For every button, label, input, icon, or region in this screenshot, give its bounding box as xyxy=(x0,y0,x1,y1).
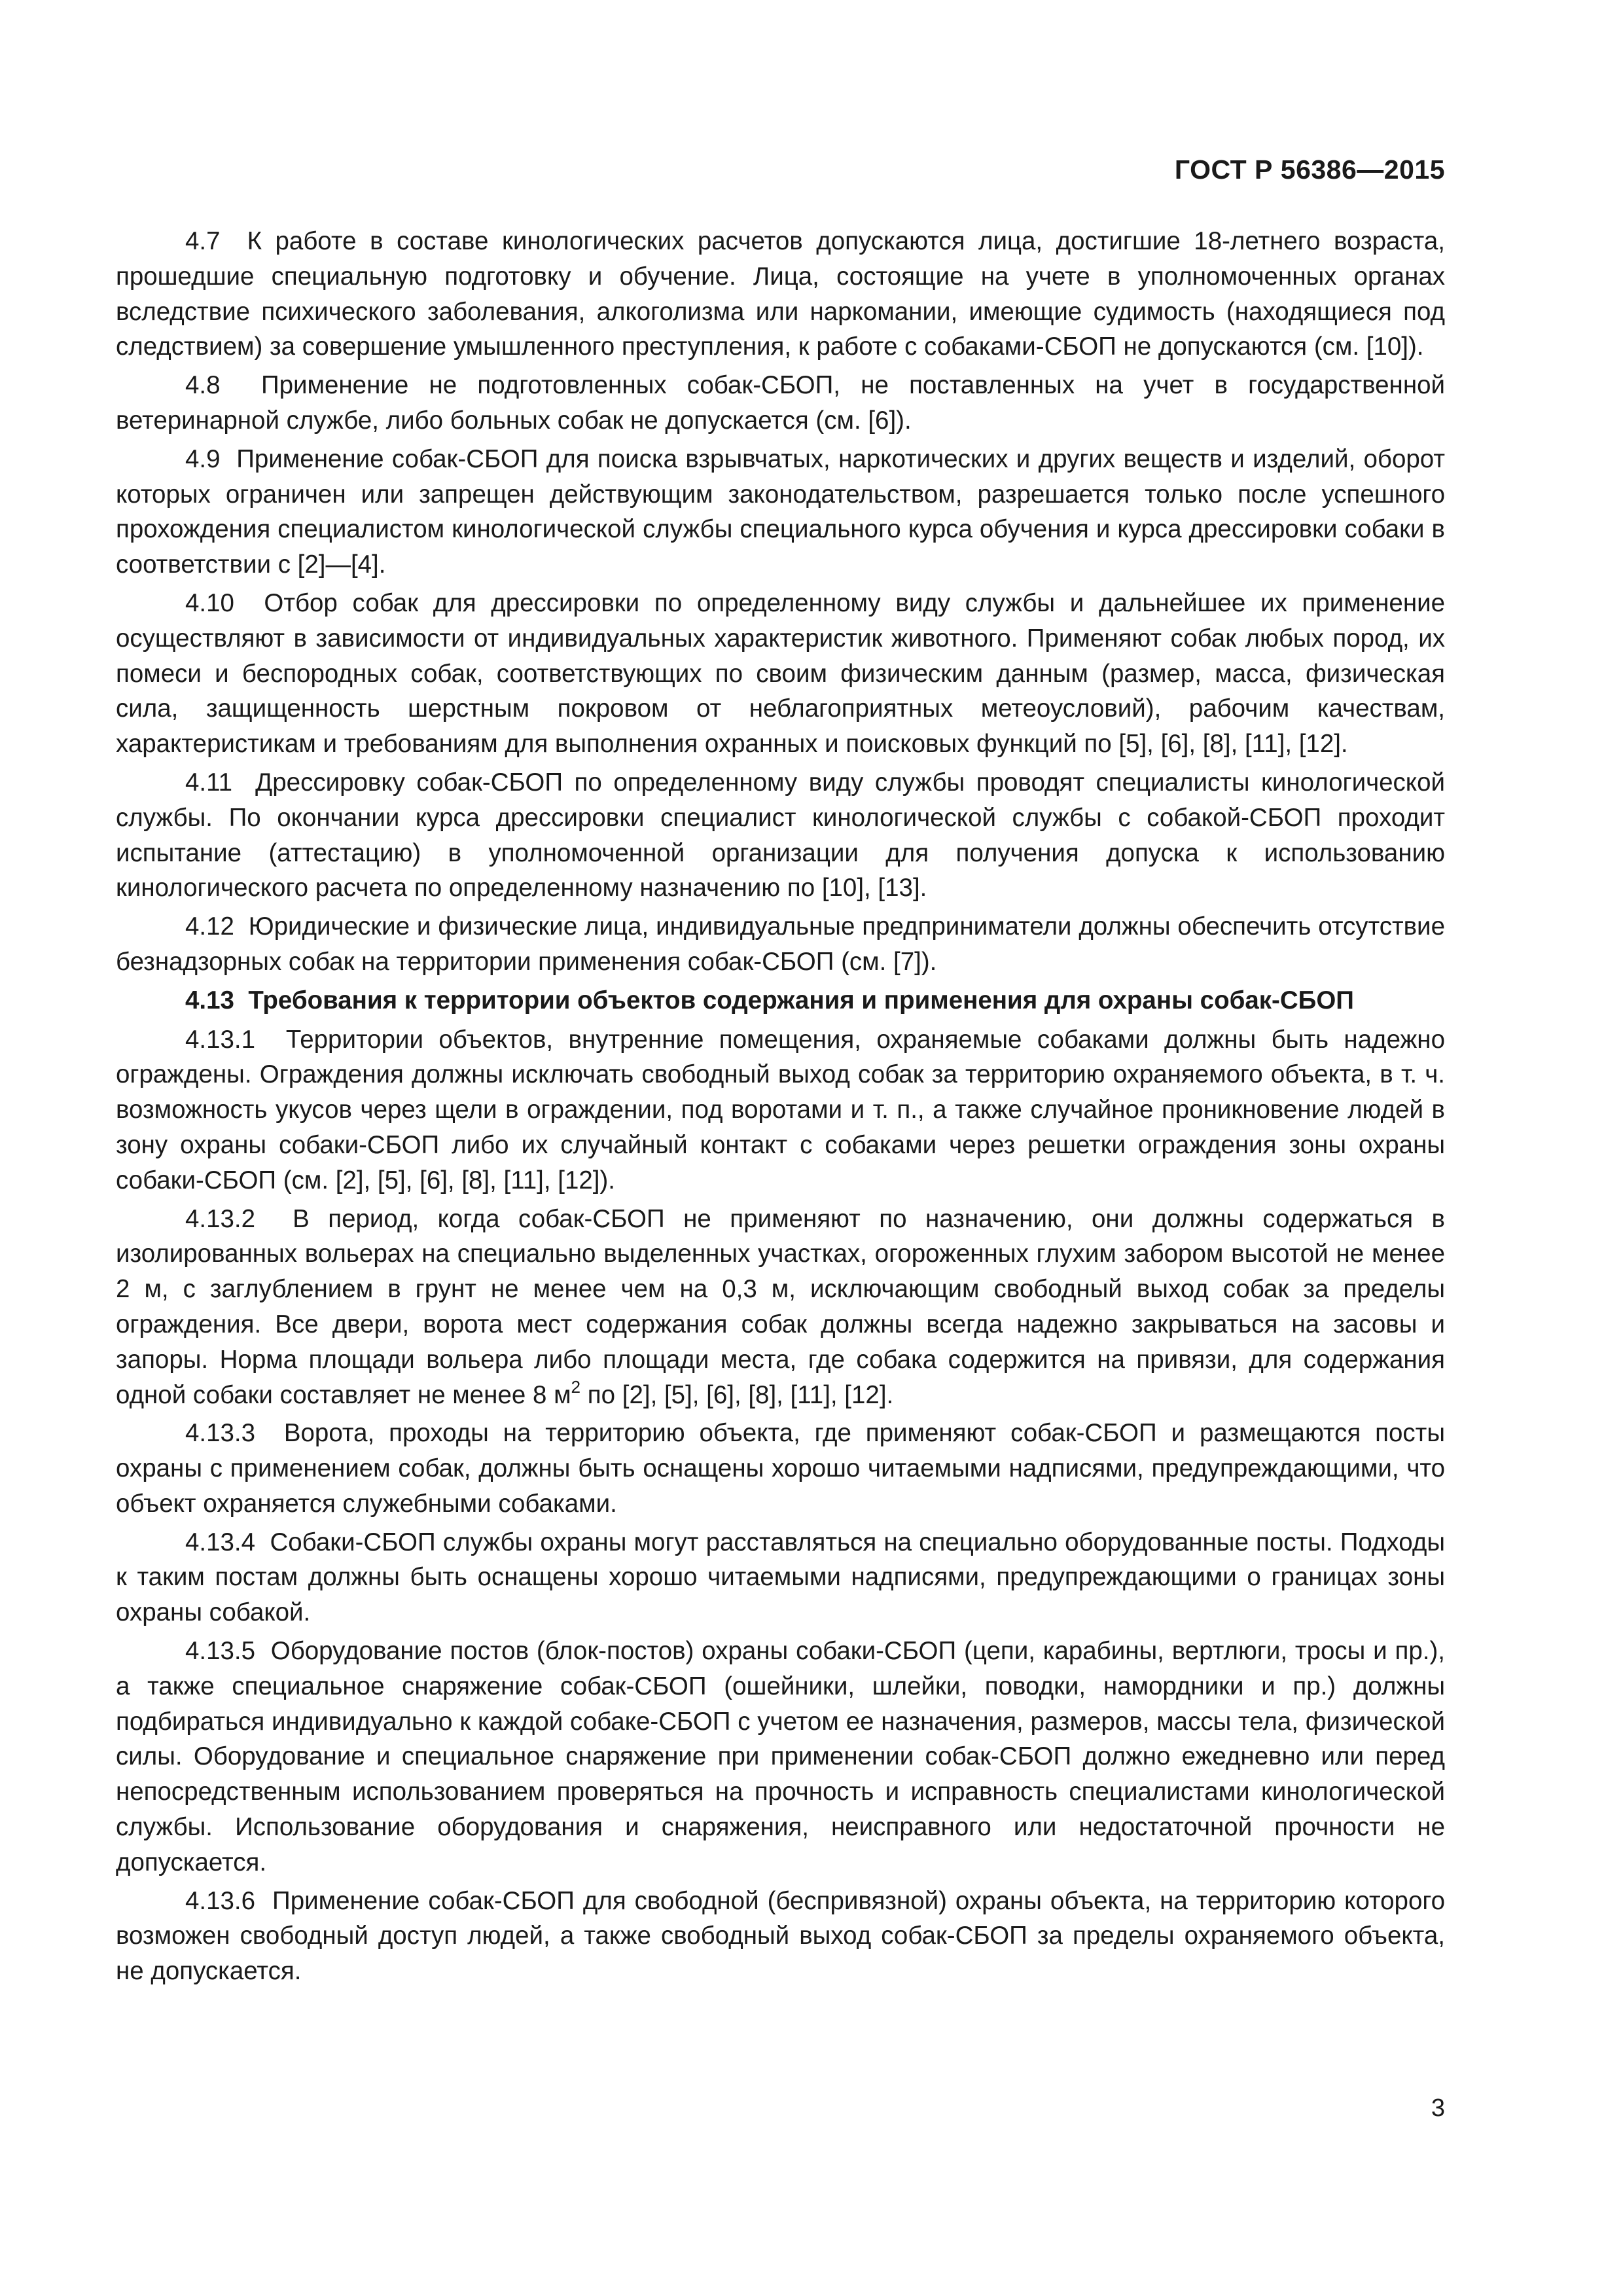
section-number: 4.13 xyxy=(185,986,234,1014)
clause-number: 4.10 xyxy=(185,588,234,617)
clause-number: 4.12 xyxy=(185,912,234,941)
paragraph-4-12 xyxy=(116,909,1445,980)
paragraph-text-continued: по [2], [5], [6], [8], [11], [12]. xyxy=(580,1380,894,1409)
paragraph-4-8 xyxy=(116,368,1445,439)
paragraph-4-13-2 xyxy=(116,1202,1445,1413)
document-body xyxy=(116,224,1445,1992)
paragraph-4-7 xyxy=(116,224,1445,365)
paragraph-text: Дрессировку собак-СБОП по определенному виду службы проводят специалисты кинологической службы. По окончании курса дрессировки специалист кинологической службы с собакой-СБОП проходит испытание (аттестацию) в уполномоченной организации для получения допуска к использованию кинологического расчета по определенному назначению по [10], [13]. xyxy=(116,768,1445,903)
clause-number: 4.13.4 xyxy=(185,1528,256,1556)
clause-number: 4.13.5 xyxy=(185,1637,256,1666)
paragraph-4-13-1 xyxy=(116,1022,1445,1198)
section-title: Требования к территории объектов содержания и применения для охраны собак-СБОП xyxy=(248,986,1354,1014)
paragraph-4-9 xyxy=(116,442,1445,583)
paragraph-4-13-6 xyxy=(116,1884,1445,1989)
paragraph-text: Оборудование постов (блок-постов) охраны собаки-СБОП (цепи, карабины, вертлюги, тросы и пр.), а также специальное снаряжение собак-СБОП (ошейники, шлейки, поводки, намордники и пр.) должны подбираться индивидуально к каждой собаке-СБОП с учетом ее назначения, размеров, массы тела, физической силы. Оборудование и специальное снаряжение при применении собак-СБОП должно ежедневно или перед непосредственным использованием проверяться на прочность и исправность специалистами кинологической службы. Использование оборудования и снаряжения, неисправного или недостаточной прочности не допускается. xyxy=(116,1637,1445,1876)
clause-number: 4.9 xyxy=(185,444,221,473)
clause-number: 4.13.6 xyxy=(185,1886,256,1915)
clause-number: 4.13.2 xyxy=(185,1204,256,1233)
clause-number: 4.7 xyxy=(185,227,221,255)
paragraph-text: К работе в составе кинологических расчетов допускаются лица, достигшие 18-летнего возраста, прошедшие специальную подготовку и обучение. Лица, состоящие на учете в уполномоченных органах вследствие психического заболевания, алкоголизма или наркомании, имеющие судимость (находящиеся под следствием) за совершение умышленного преступления, к работе с собаками-СБОП не допускаются (см. [10]). xyxy=(116,227,1445,361)
standard-id-header: ГОСТ Р 56386—2015 xyxy=(1174,154,1445,185)
paragraph-text: Территории объектов, внутренние помещения, охраняемые собаками должны быть надежно ограждены. Ограждения должны исключать свободный выход собак за территорию охраняемого объекта, в т. ч. возможность укусов через щели в ограждении, под воротами и т. п., а также случайное проникновение людей в зону охраны собаки-СБОП либо их случайный контакт с собаками через решетки ограждения зоны охраны собаки-СБОП (см. [2], [5], [6], [8], [11], [12]). xyxy=(116,1025,1445,1194)
paragraph-4-13-4 xyxy=(116,1525,1445,1630)
paragraph-4-13-5 xyxy=(116,1634,1445,1880)
clause-number: 4.13.1 xyxy=(185,1025,256,1054)
paragraph-text: Ворота, проходы на территорию объекта, где применяют собак-СБОП и размещаются посты охраны с применением собак, должны быть оснащены хорошо читаемыми надписями, предупреждающими, что объект охраняется служебными собаками. xyxy=(116,1419,1445,1518)
paragraph-4-10 xyxy=(116,586,1445,762)
paragraph-text: Собаки-СБОП службы охраны могут расставляться на специально оборудованные посты. Подходы к таким постам должны быть оснащены хорошо читаемыми надписями, предупреждающими о границах зоны охраны собакой. xyxy=(116,1528,1445,1627)
section-heading-4-13 xyxy=(116,983,1445,1018)
clause-number: 4.13.3 xyxy=(185,1419,256,1448)
clause-number: 4.8 xyxy=(185,371,221,400)
page-number: 3 xyxy=(1431,2094,1445,2122)
paragraph-text: Применение собак-СБОП для свободной (беспривязной) охраны объекта, на территорию которого возможен свободный доступ людей, а также свободный выход собак-СБОП за пределы охраняемого объекта, не допускается. xyxy=(116,1886,1445,1986)
superscript-exponent: 2 xyxy=(571,1376,581,1397)
paragraph-text: В период, когда собак-СБОП не применяют по назначению, они должны содержаться в изолированных вольерах на специально выделенных участках, огороженных глухим забором высотой не менее 2 м, с заглублением в грунт не менее чем на 0,3 м, исключающим свободный выход собак за пределы ограждения. Все двери, ворота мест содержания собак должны всегда надежно закрываться на засовы и запоры. Норма площади вольера либо площади места, где собака содержится на привязи, для содержания одной собаки составляет не менее 8 м xyxy=(116,1204,1445,1409)
paragraph-4-11 xyxy=(116,765,1445,906)
paragraph-text: Применение собак-СБОП для поиска взрывчатых, наркотических и других веществ и изделий, оборот которых ограничен или запрещен действующим законодательством, разрешается только после успешного прохождения специалистом кинологической службы специального курса обучения и курса дрессировки собаки в соответствии с [2]—[4]. xyxy=(116,444,1445,579)
paragraph-text: Отбор собак для дрессировки по определенному виду службы и дальнейшее их применение осуществляют в зависимости от индивидуальных характеристик животного. Применяют собак любых пород, их помеси и беспородных собак, соответствующих по своим физическим данным (размер, масса, физическая сила, защищенность шерстным покровом от неблагоприятных метеоусловий), рабочим качествам, характеристикам и требованиям для выполнения охранных и поисковых функций по [5], [6], [8], [11], [12]. xyxy=(116,588,1445,759)
clause-number: 4.11 xyxy=(185,768,233,797)
paragraph-text: Применение не подготовленных собак-СБОП, не поставленных на учет в государственной ветеринарной службе, либо больных собак не допускается (см. [6]). xyxy=(116,371,1445,435)
paragraph-4-13-3 xyxy=(116,1416,1445,1521)
paragraph-text: Юридические и физические лица, индивидуальные предприниматели должны обеспечить отсутствие безнадзорных собак на территории применения собак-СБОП (см. [7]). xyxy=(116,912,1445,976)
